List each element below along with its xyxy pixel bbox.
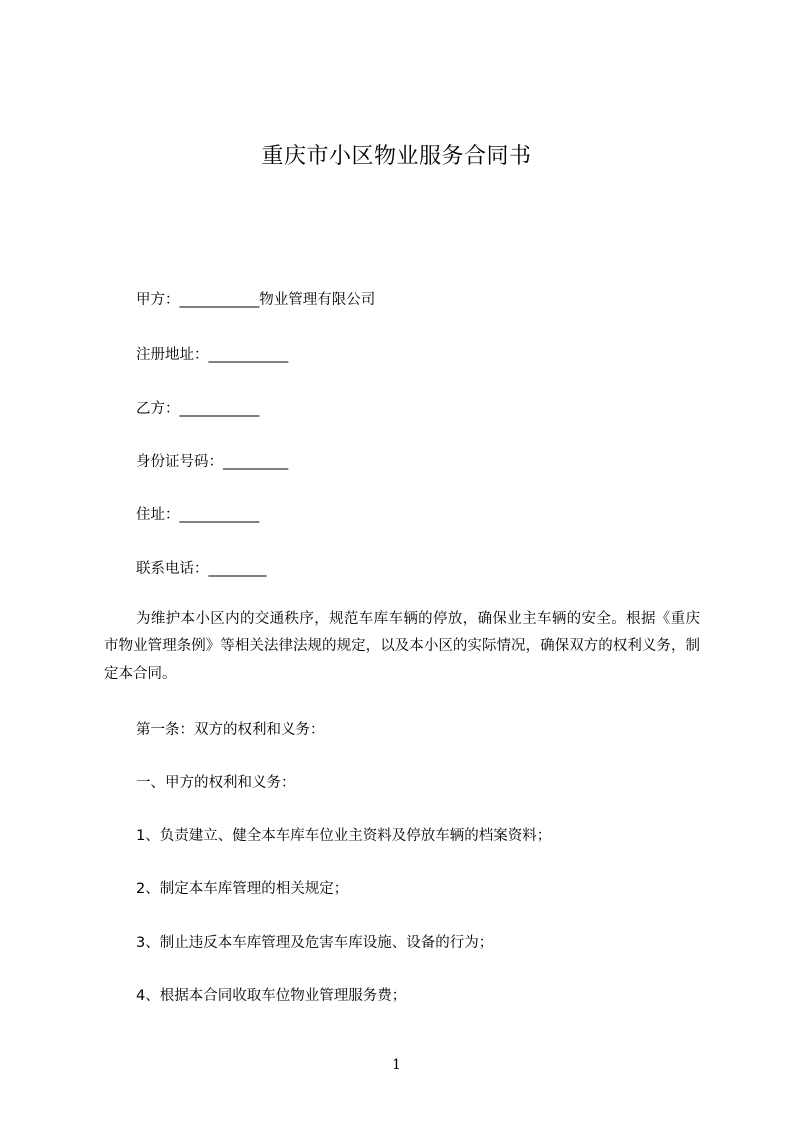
registered-address-line: 注册地址：___________ (136, 347, 289, 363)
section-heading: 一、甲方的权利和义务： (136, 775, 296, 791)
list-item: 2、制定本车库管理的相关规定； (136, 881, 349, 897)
list-item: 1、负责建立、健全本车库车位业主资料及停放车辆的档案资料； (136, 828, 552, 844)
list-item: 3、制止违反本车库管理及危害车库设施、设备的行为； (136, 935, 494, 951)
preamble-paragraph: 为维护本小区内的交通秩序，规范车库车辆的停放，确保业主车辆的安全。根据《重庆市物业管理条例》等相关法律法规的规定，以及本小区的实际情况，确保双方的权利义务，制定本合同。 (104, 611, 700, 682)
party-a-line: 甲方：___________物业管理有限公司 (136, 292, 376, 308)
id-number-line: 身份证号码：_________ (136, 454, 289, 470)
page-number: 1 (392, 1057, 401, 1073)
phone-line: 联系电话：________ (136, 561, 267, 577)
list-item: 4、根据本合同收取车位物业管理服务费； (136, 988, 407, 1004)
article-heading: 第一条：双方的权利和义务： (136, 722, 325, 738)
party-b-line: 乙方：___________ (136, 401, 260, 417)
address-line: 住址：___________ (136, 507, 260, 523)
document-title: 重庆市小区物业服务合同书 (261, 144, 532, 169)
